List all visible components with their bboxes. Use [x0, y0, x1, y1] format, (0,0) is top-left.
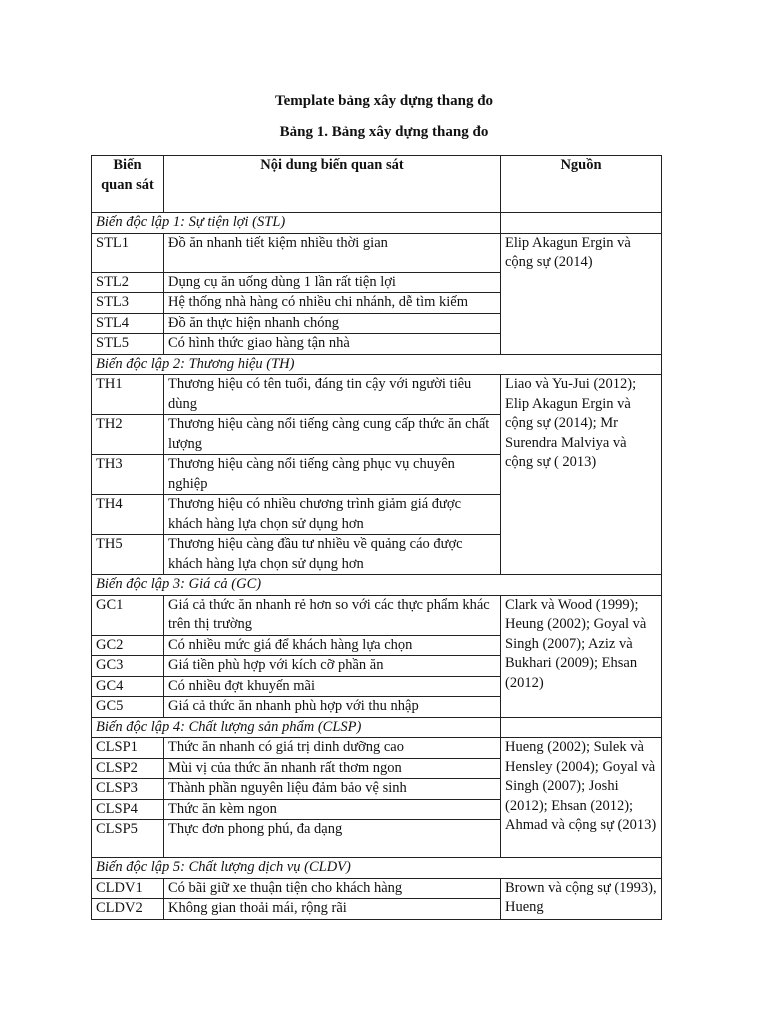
group-row-cldv: [92, 858, 662, 879]
row-content: Thương hiệu càng nổi tiếng càng phục vụ chuyên nghiệp: [164, 455, 501, 495]
row-content: Có nhiều mức giá để khách hàng lựa chọn: [164, 635, 501, 656]
row-content: Mùi vị của thức ăn nhanh rất thơm ngon: [164, 758, 501, 779]
table-header-row: [92, 156, 662, 213]
table-row: [92, 375, 662, 415]
row-content: Giá cả thức ăn nhanh rẻ hơn so với các thực phẩm khác trên thị trường: [164, 595, 501, 635]
group-row-stl: [92, 213, 662, 234]
row-content: Thương hiệu có nhiều chương trình giảm giá được khách hàng lựa chọn sử dụng hơn: [164, 495, 501, 535]
group-label-th: Biến độc lập 2: Thương hiệu (TH): [92, 354, 662, 375]
row-content: Dụng cụ ăn uống dùng 1 lần rất tiện lợi: [164, 272, 501, 293]
row-content: Thương hiệu càng nổi tiếng càng cung cấp thức ăn chất lượng: [164, 415, 501, 455]
row-content: Thành phần nguyên liệu đảm bảo vệ sinh: [164, 779, 501, 800]
group-row-clsp: [92, 717, 662, 738]
row-content: Thương hiệu càng đầu tư nhiều về quảng cáo được khách hàng lựa chọn sử dụng hơn: [164, 535, 501, 575]
header-observed-variable: Biến quan sát: [92, 156, 164, 213]
row-content: Đồ ăn thực hiện nhanh chóng: [164, 313, 501, 334]
document-title: Template bảng xây dựng thang đo: [274, 93, 494, 109]
row-code: GC5: [92, 697, 164, 718]
row-code: CLSP3: [92, 779, 164, 800]
group-row-th: [92, 354, 662, 375]
group-source-th: Liao và Yu-Jui (2012); Elip Akagun Ergin và cộng sự (2014); Mr Surendra Malviya và cộng sự ( 2013): [501, 375, 662, 575]
row-content: Có bãi giữ xe thuận tiện cho khách hàng: [164, 878, 501, 899]
row-content: Đồ ăn nhanh tiết kiệm nhiều thời gian: [164, 233, 501, 272]
group-source-cldv: Brown và cộng sự (1993), Hueng: [501, 878, 662, 919]
group-source-spacer: [501, 717, 662, 738]
row-code: GC4: [92, 676, 164, 697]
row-code: STL1: [92, 233, 164, 272]
row-code: TH1: [92, 375, 164, 415]
row-content: Có nhiều đợt khuyến mãi: [164, 676, 501, 697]
row-content: Giá tiền phù hợp với kích cỡ phần ăn: [164, 656, 501, 677]
group-label-cldv: Biến độc lập 5: Chất lượng dịch vụ (CLDV): [92, 858, 662, 879]
row-code: CLDV2: [92, 899, 164, 920]
group-source-spacer: [501, 213, 662, 234]
row-code: STL2: [92, 272, 164, 293]
row-content: Thức ăn nhanh có giá trị dinh dưỡng cao: [164, 738, 501, 759]
row-content: Thực đơn phong phú, đa dạng: [164, 820, 501, 858]
header-source: Nguồn: [501, 156, 662, 213]
table-caption: Bảng 1. Bảng xây dựng thang đo: [279, 124, 489, 140]
row-content: Thương hiệu có tên tuổi, đáng tin cậy với người tiêu dùng: [164, 375, 501, 415]
group-source-clsp: Hueng (2002); Sulek và Hensley (2004); Goyal và Singh (2007); Joshi (2012); Ehsan (2012); Ahmad và cộng sự (2013): [501, 738, 662, 858]
row-content: Thức ăn kèm ngon: [164, 799, 501, 820]
group-label-stl: Biến độc lập 1: Sự tiện lợi (STL): [92, 213, 501, 234]
row-code: CLSP1: [92, 738, 164, 759]
row-code: GC3: [92, 656, 164, 677]
row-content: Không gian thoải mái, rộng rãi: [164, 899, 501, 920]
row-code: CLDV1: [92, 878, 164, 899]
row-code: CLSP4: [92, 799, 164, 820]
row-code: TH2: [92, 415, 164, 455]
row-code: GC2: [92, 635, 164, 656]
row-code: CLSP5: [92, 820, 164, 858]
row-code: TH4: [92, 495, 164, 535]
group-label-gc: Biến độc lập 3: Giá cả (GC): [92, 575, 662, 596]
table-row: [92, 738, 662, 759]
row-code: CLSP2: [92, 758, 164, 779]
group-label-clsp: Biến độc lập 4: Chất lượng sản phẩm (CLSP): [92, 717, 501, 738]
row-code: TH5: [92, 535, 164, 575]
row-code: STL5: [92, 334, 164, 355]
table-row: [92, 233, 662, 272]
group-row-gc: [92, 575, 662, 596]
row-content: Có hình thức giao hàng tận nhà: [164, 334, 501, 355]
group-source-stl: Elip Akagun Ergin và cộng sự (2014): [501, 233, 662, 354]
header-content: Nội dung biến quan sát: [164, 156, 501, 213]
row-code: GC1: [92, 595, 164, 635]
row-code: STL4: [92, 313, 164, 334]
row-content: Hệ thống nhà hàng có nhiều chi nhánh, dễ tìm kiếm: [164, 293, 501, 314]
scale-table: [91, 155, 662, 920]
row-code: STL3: [92, 293, 164, 314]
row-content: Giá cả thức ăn nhanh phù hợp với thu nhập: [164, 697, 501, 718]
table-row: [92, 878, 662, 899]
row-code: TH3: [92, 455, 164, 495]
group-source-gc: Clark và Wood (1999); Heung (2002); Goyal và Singh (2007); Aziz và Bukhari (2009); Ehsan (2012): [501, 595, 662, 717]
table-row: [92, 595, 662, 635]
